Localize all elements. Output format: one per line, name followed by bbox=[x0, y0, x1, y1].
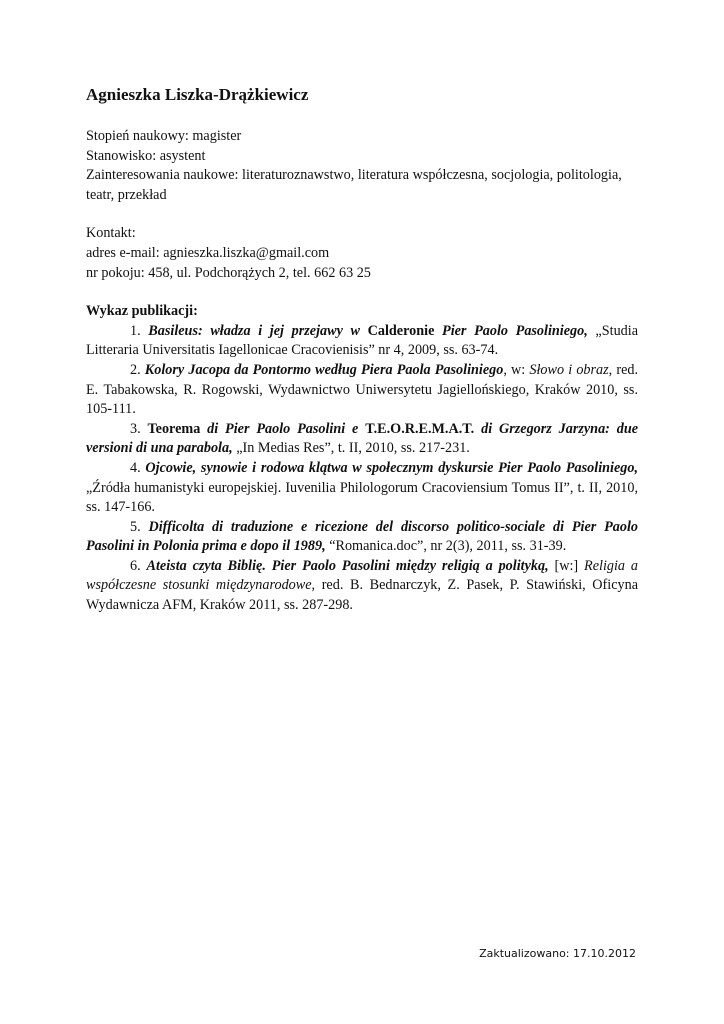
position-line: Stanowisko: asystent bbox=[86, 147, 206, 164]
publication-title-part: di Pier Paolo Pasolini e bbox=[207, 420, 359, 437]
publication-item-3 bbox=[86, 420, 638, 459]
publication-details: „In Medias Res”, t. II, 2010, ss. 217-231. bbox=[232, 440, 470, 457]
degree-line: Stopień naukowy: magister bbox=[86, 128, 242, 144]
publication-number: 5. bbox=[130, 518, 141, 535]
publication-number: 6. bbox=[130, 557, 141, 574]
publication-title-part: di Grzegorz Jarzyna: due versioni di una parabola, bbox=[86, 420, 639, 457]
publication-details: “Romanica.doc”, nr 2(3), 2011, ss. 31-39. bbox=[325, 538, 567, 555]
publication-details: , red. E. Tabakowska, R. Rogowski, Wydawnictwo Uniwersytetu Jagiellońskiego, Kraków 2010, ss. 105-111. bbox=[86, 361, 639, 418]
spacer bbox=[86, 205, 638, 224]
publication-details: , red. B. Bednarczyk, Z. Pasek, P. Stawiński, Oficyna Wydawnicza AFM, Kraków 2011, ss. 287-298. bbox=[86, 577, 639, 614]
document-page bbox=[86, 84, 638, 616]
publication-item-1 bbox=[86, 322, 638, 361]
publication-details: , w: bbox=[503, 361, 530, 378]
email-line: adres e-mail: agnieszka.liszka@gmail.com bbox=[86, 244, 330, 261]
publication-title-part: Calderonie bbox=[367, 322, 435, 339]
publications-heading: Wykaz publikacji: bbox=[86, 303, 198, 320]
publication-title: Ateista czyta Biblię. Pier Paolo Pasolini między religią a polityką, bbox=[146, 557, 549, 574]
publication-book-title: Słowo i obraz bbox=[529, 361, 609, 378]
publication-number: 1. bbox=[130, 322, 141, 339]
publication-title: Kolory Jacopa da Pontormo według Piera Paola Pasoliniego bbox=[144, 361, 504, 378]
publication-title: Basileus: władza i jej przejawy w bbox=[148, 322, 360, 339]
publication-item-6 bbox=[86, 557, 638, 616]
publication-details: „Źródła humanistyki europejskiej. Iuvenilia Philologorum Cracoviensium Tomus II”, t. II, 2010, ss. 147-166. bbox=[86, 479, 638, 516]
publication-number: 3. bbox=[130, 420, 141, 437]
room-line: nr pokoju: 458, ul. Podchorążych 2, tel. 662 63 25 bbox=[86, 264, 371, 281]
contact-heading: Kontakt: bbox=[86, 225, 136, 242]
spacer bbox=[86, 283, 638, 302]
publication-item-2 bbox=[86, 361, 638, 420]
publication-title-part: T.E.O.R.E.M.A.T. bbox=[365, 420, 475, 437]
publication-details: „Studia Litteraria Universitatis Iagellonicae Cracovienisis” nr 4, 2009, ss. 63-74. bbox=[86, 322, 638, 359]
publication-item-4 bbox=[86, 459, 638, 518]
interests-line: Zainteresowania naukowe: literaturoznawstwo, literatura współczesna, socjologia, politologia, teatr, przekład bbox=[86, 167, 622, 203]
publication-title: Difficolta di traduzione e ricezione del discorso politico-sociale di Pier Paolo Pasolini in Polonia prima e dopo il 1989, bbox=[86, 518, 638, 555]
updated-date: Zaktualizowano: 17.10.2012 bbox=[479, 947, 636, 960]
publication-details: [w:] bbox=[548, 557, 585, 574]
publication-title: Teorema bbox=[147, 420, 201, 437]
publication-title: Ojcowie, synowie i rodowa klątwa w społecznym dyskursie Pier Paolo Pasoliniego, bbox=[145, 459, 639, 476]
author-name: Agnieszka Liszka-Drążkiewicz bbox=[86, 85, 309, 104]
publication-number: 4. bbox=[130, 459, 141, 476]
publication-book-title: Religia a współczesne stosunki międzynarodowe bbox=[86, 557, 639, 594]
publication-item-5 bbox=[86, 518, 638, 557]
publication-title-part: Pier Paolo Pasoliniego, bbox=[442, 322, 588, 339]
publication-number: 2. bbox=[130, 361, 141, 378]
